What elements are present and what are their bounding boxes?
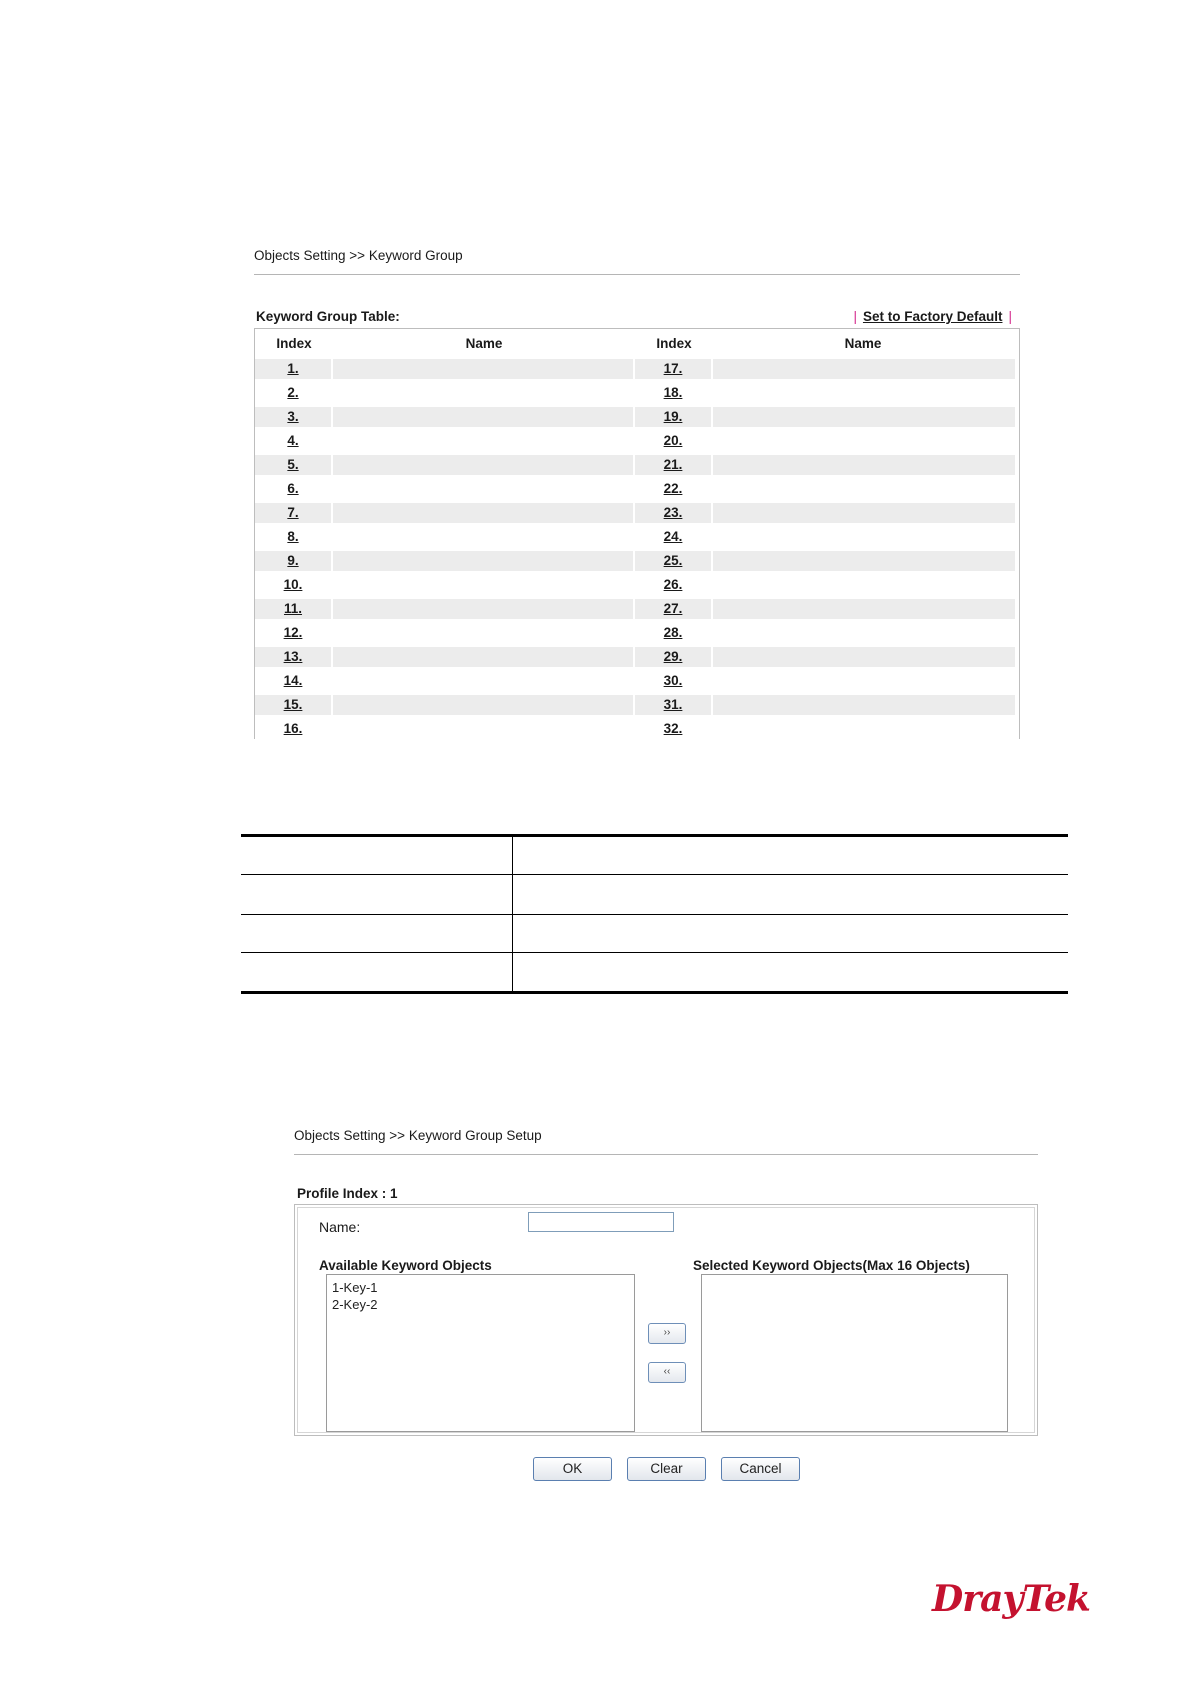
profile-index-link[interactable]: 6. [287, 481, 299, 496]
index-cell [635, 527, 711, 547]
profile-index-link[interactable]: 8. [287, 529, 299, 544]
index-cell [635, 503, 711, 523]
index-cell [635, 647, 711, 667]
keyword-group-table [254, 328, 1020, 739]
keyword-group-panel [254, 248, 1020, 736]
keyword-object-option[interactable]: 1-Key-1 [332, 1280, 378, 1295]
setup-form [294, 1204, 1038, 1436]
table-row [255, 717, 1019, 741]
index-cell [255, 479, 331, 499]
name-cell [333, 671, 633, 691]
table-row [255, 597, 1019, 621]
profile-index-link[interactable]: 4. [287, 433, 299, 448]
move-left-button[interactable]: ‹‹ [648, 1362, 686, 1383]
index-cell [635, 383, 711, 403]
index-cell [255, 623, 331, 643]
profile-index-link[interactable]: 16. [283, 721, 303, 736]
profile-index-link[interactable]: 24. [663, 529, 683, 544]
clear-button[interactable]: Clear [627, 1457, 706, 1481]
name-cell [713, 383, 1015, 403]
table-row [255, 405, 1019, 429]
profile-index-link[interactable]: 7. [287, 505, 299, 520]
breadcrumb: Objects Setting >> Keyword Group Setup [294, 1128, 542, 1143]
available-objects-listbox[interactable] [326, 1274, 635, 1432]
profile-index-link[interactable]: 26. [663, 577, 683, 592]
index-cell [255, 359, 331, 379]
name-cell [713, 431, 1015, 451]
breadcrumb: Objects Setting >> Keyword Group [254, 248, 463, 263]
separator: | [853, 309, 857, 324]
table-row [255, 525, 1019, 549]
profile-index-link[interactable]: 19. [663, 409, 683, 424]
selected-objects-listbox[interactable] [701, 1274, 1008, 1432]
table-row [255, 669, 1019, 693]
description-table [241, 834, 1068, 994]
table-header [255, 329, 1019, 357]
available-objects-label: Available Keyword Objects [319, 1258, 492, 1273]
name-cell [713, 407, 1015, 427]
profile-index-link[interactable]: 25. [663, 553, 683, 568]
profile-index-link[interactable]: 11. [283, 601, 303, 616]
title-divider [294, 1154, 1038, 1155]
index-cell [255, 407, 331, 427]
title-divider [254, 274, 1020, 275]
table-row [255, 357, 1019, 381]
name-cell [713, 527, 1015, 547]
profile-index-link[interactable]: 32. [663, 721, 683, 736]
table-row [255, 429, 1019, 453]
index-cell [255, 431, 331, 451]
index-cell [255, 527, 331, 547]
factory-default-area [847, 309, 1018, 324]
name-cell [333, 575, 633, 595]
table-row [255, 549, 1019, 573]
profile-index-link[interactable]: 23. [663, 505, 683, 520]
name-cell [333, 479, 633, 499]
index-cell [255, 671, 331, 691]
name-cell [713, 599, 1015, 619]
name-cell [333, 599, 633, 619]
index-cell [635, 479, 711, 499]
name-cell [333, 551, 633, 571]
name-cell [333, 407, 633, 427]
profile-index-link[interactable]: 5. [287, 457, 299, 472]
profile-index-link[interactable]: 15. [283, 697, 303, 712]
name-cell [333, 455, 633, 475]
name-label: Name: [319, 1219, 361, 1235]
profile-index-link[interactable]: 10. [283, 577, 303, 592]
profile-index-link[interactable]: 12. [283, 625, 303, 640]
table-rule [241, 914, 1068, 915]
name-cell [713, 551, 1015, 571]
profile-index-link[interactable]: 21. [663, 457, 683, 472]
name-cell [713, 623, 1015, 643]
profile-index-link[interactable]: 20. [663, 433, 683, 448]
index-cell [635, 623, 711, 643]
profile-index-link[interactable]: 22. [663, 481, 683, 496]
name-cell [713, 671, 1015, 691]
name-cell [333, 719, 633, 739]
table-rule [241, 834, 1068, 837]
name-cell [333, 647, 633, 667]
selected-objects-label: Selected Keyword Objects(Max 16 Objects) [693, 1258, 970, 1273]
index-cell [255, 503, 331, 523]
index-cell [255, 719, 331, 739]
index-cell [255, 599, 331, 619]
name-cell [713, 359, 1015, 379]
header-index: Index [276, 335, 312, 351]
profile-index-link[interactable]: 30. [663, 673, 683, 688]
header-name: Name [844, 335, 882, 351]
draytek-logo: DrayTek [932, 1578, 1090, 1620]
table-rule [241, 991, 1068, 994]
table-row [255, 645, 1019, 669]
profile-index-link[interactable]: 2. [287, 385, 299, 400]
name-cell [333, 623, 633, 643]
profile-index-link[interactable]: 18. [663, 385, 683, 400]
profile-index: Profile Index : 1 [297, 1186, 398, 1201]
name-cell [333, 503, 633, 523]
index-cell [635, 431, 711, 451]
table-row [255, 453, 1019, 477]
table-row [255, 381, 1019, 405]
index-cell [635, 551, 711, 571]
table-row [255, 693, 1019, 717]
index-cell [635, 455, 711, 475]
column-divider [512, 834, 513, 994]
index-cell [635, 359, 711, 379]
index-cell [255, 647, 331, 667]
profile-index-link[interactable]: 14. [283, 673, 303, 688]
profile-index-link[interactable]: 29. [663, 649, 683, 664]
index-cell [255, 695, 331, 715]
table-row [255, 501, 1019, 525]
index-cell [635, 599, 711, 619]
name-cell [333, 527, 633, 547]
profile-index-link[interactable]: 27. [663, 601, 683, 616]
ok-button[interactable]: OK [533, 1457, 612, 1481]
table-row [255, 573, 1019, 597]
profile-index-link[interactable]: 13. [283, 649, 303, 664]
name-cell [713, 455, 1015, 475]
keyword-object-option[interactable]: 2-Key-2 [332, 1297, 378, 1312]
profile-index-link[interactable]: 3. [287, 409, 299, 424]
keyword-group-setup-panel [294, 1128, 1038, 1377]
table-row [255, 477, 1019, 501]
profile-index-link[interactable]: 28. [663, 625, 683, 640]
table-rule [241, 874, 1068, 875]
index-cell [255, 455, 331, 475]
name-cell [713, 575, 1015, 595]
set-factory-default-link[interactable]: Set to Factory Default [862, 309, 1003, 324]
profile-index-link[interactable]: 9. [287, 553, 299, 568]
profile-index-link[interactable]: 17. [663, 361, 683, 376]
index-cell [635, 695, 711, 715]
index-cell [635, 407, 711, 427]
table-body [255, 357, 1019, 741]
name-input[interactable] [528, 1212, 674, 1232]
move-right-button[interactable]: ›› [648, 1323, 686, 1344]
profile-index-link[interactable]: 31. [663, 697, 683, 712]
name-cell [333, 695, 633, 715]
name-cell [333, 359, 633, 379]
cancel-button[interactable]: Cancel [721, 1457, 800, 1481]
name-cell [713, 695, 1015, 715]
table-title: Keyword Group Table: [256, 309, 400, 324]
name-cell [333, 383, 633, 403]
index-cell [255, 383, 331, 403]
index-cell [635, 575, 711, 595]
index-cell [255, 575, 331, 595]
table-row [255, 621, 1019, 645]
table-rule [241, 952, 1068, 953]
index-cell [635, 671, 711, 691]
header-name: Name [465, 335, 503, 351]
header-index: Index [656, 335, 692, 351]
index-cell [635, 719, 711, 739]
name-cell [713, 479, 1015, 499]
name-cell [333, 431, 633, 451]
name-cell [713, 503, 1015, 523]
separator: | [1008, 309, 1012, 324]
name-cell [713, 719, 1015, 739]
name-cell [713, 647, 1015, 667]
profile-index-link[interactable]: 1. [287, 361, 299, 376]
index-cell [255, 551, 331, 571]
